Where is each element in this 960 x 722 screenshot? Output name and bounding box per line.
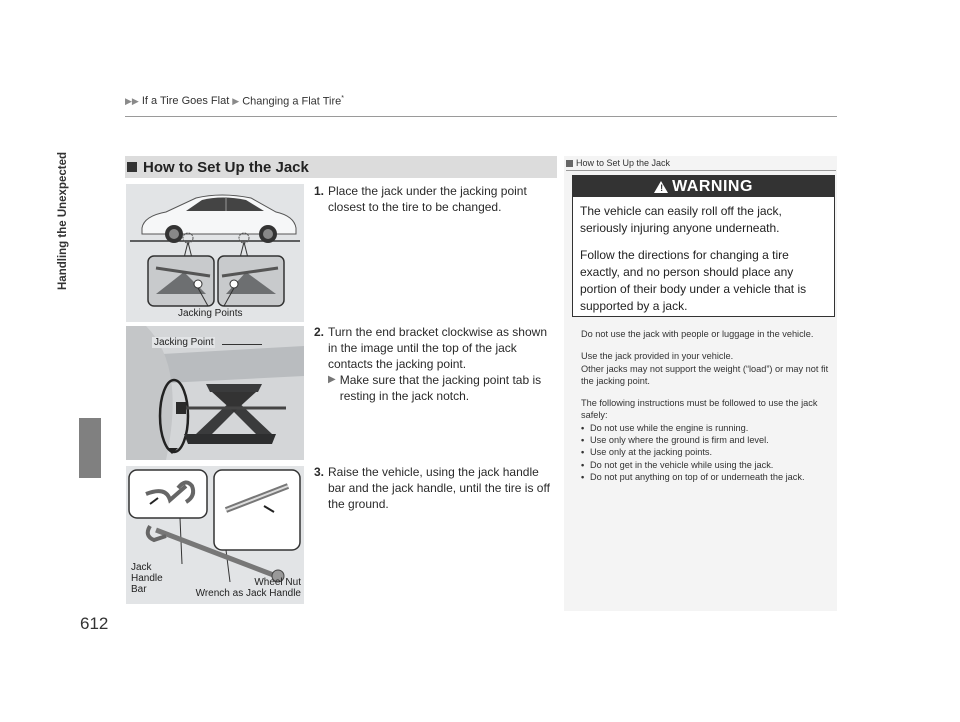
note: The following instructions must be followed to use the jack safely:	[581, 398, 818, 421]
reference-title: How to Set Up the Jack	[566, 158, 670, 168]
step-3	[314, 464, 559, 512]
header-divider	[125, 116, 837, 117]
step-number: 1.	[314, 184, 325, 198]
list-item: • Do not use while the engine is running.	[581, 422, 831, 434]
breadcrumb-arrow-icon: ▶▶	[125, 95, 139, 106]
leader-line	[222, 344, 262, 345]
breadcrumb	[125, 95, 344, 108]
reference-notes	[581, 328, 831, 483]
arrow-icon: ▶	[328, 374, 336, 385]
reference-marker-icon	[566, 160, 573, 167]
warning-text: The vehicle can easily roll off the jack, seriously injuring anyone underneath. Follow the directions for changing a tire exactly, and no person should place any portion of their body under a vehicle that is supported by a jack.	[580, 204, 807, 313]
warning-triangle-icon: !	[654, 181, 668, 193]
step-number: 3.	[314, 465, 325, 479]
list-item: • Use only where the ground is firm and level.	[581, 434, 831, 446]
reference-divider	[566, 170, 836, 171]
figure-caption-jacking-points: Jacking Points	[178, 308, 243, 319]
warning-label: WARNING	[672, 177, 753, 195]
step-text: Place the jack under the jacking point closest to the tire to be changed.	[328, 184, 527, 214]
figure-label-wheel-nut-wrench: Wheel Nut Wrench as Jack Handle	[195, 577, 301, 599]
step-number: 2.	[314, 325, 325, 339]
step-subnote: ▶ Make sure that the jacking point tab is resting in the jack notch.	[328, 373, 542, 403]
warning-header	[573, 176, 834, 197]
figure-jacking-points	[126, 184, 304, 322]
car-illustration	[126, 184, 304, 322]
figure-label-jack-handle-bar: Jack Handle Bar	[131, 562, 163, 595]
breadcrumb-item: Changing a Flat Tire*	[242, 95, 344, 108]
safety-list	[581, 422, 831, 483]
list-item: • Do not get in the vehicle while using the jack.	[581, 459, 831, 471]
heading-square-icon	[127, 162, 137, 172]
list-item: • Use only at the jacking points.	[581, 446, 831, 458]
breadcrumb-item: If a Tire Goes Flat	[141, 95, 230, 108]
chapter-tab-label: Handling the Unexpected	[57, 151, 69, 290]
step-text: Turn the end bracket clockwise as shown in the image until the top of the jack contacts the jacking point.	[328, 325, 547, 371]
step-2	[314, 324, 559, 404]
warning-box	[572, 175, 835, 317]
figure-jack-handle	[126, 466, 304, 604]
breadcrumb-arrow-icon: ▶	[232, 95, 240, 106]
note: Do not use the jack with people or luggage in the vehicle.	[581, 329, 814, 339]
step-text: Raise the vehicle, using the jack handle bar and the jack handle, until the tire is off the ground.	[328, 465, 550, 511]
chapter-tab	[0, 0, 69, 722]
page-number: 612	[80, 614, 109, 633]
chapter-marker	[79, 418, 101, 478]
section-heading	[125, 156, 557, 178]
figure-jack-placement	[126, 326, 304, 460]
step-1	[314, 183, 559, 215]
list-item: • Do not put anything on top of or underneath the jack.	[581, 471, 831, 483]
section-title: How to Set Up the Jack	[143, 158, 309, 176]
note: Use the jack provided in your vehicle. Other jacks may not support the weight (“load”) or may not fit the jacking point.	[581, 351, 829, 386]
figure-label-jacking-point: Jacking Point	[154, 337, 214, 348]
